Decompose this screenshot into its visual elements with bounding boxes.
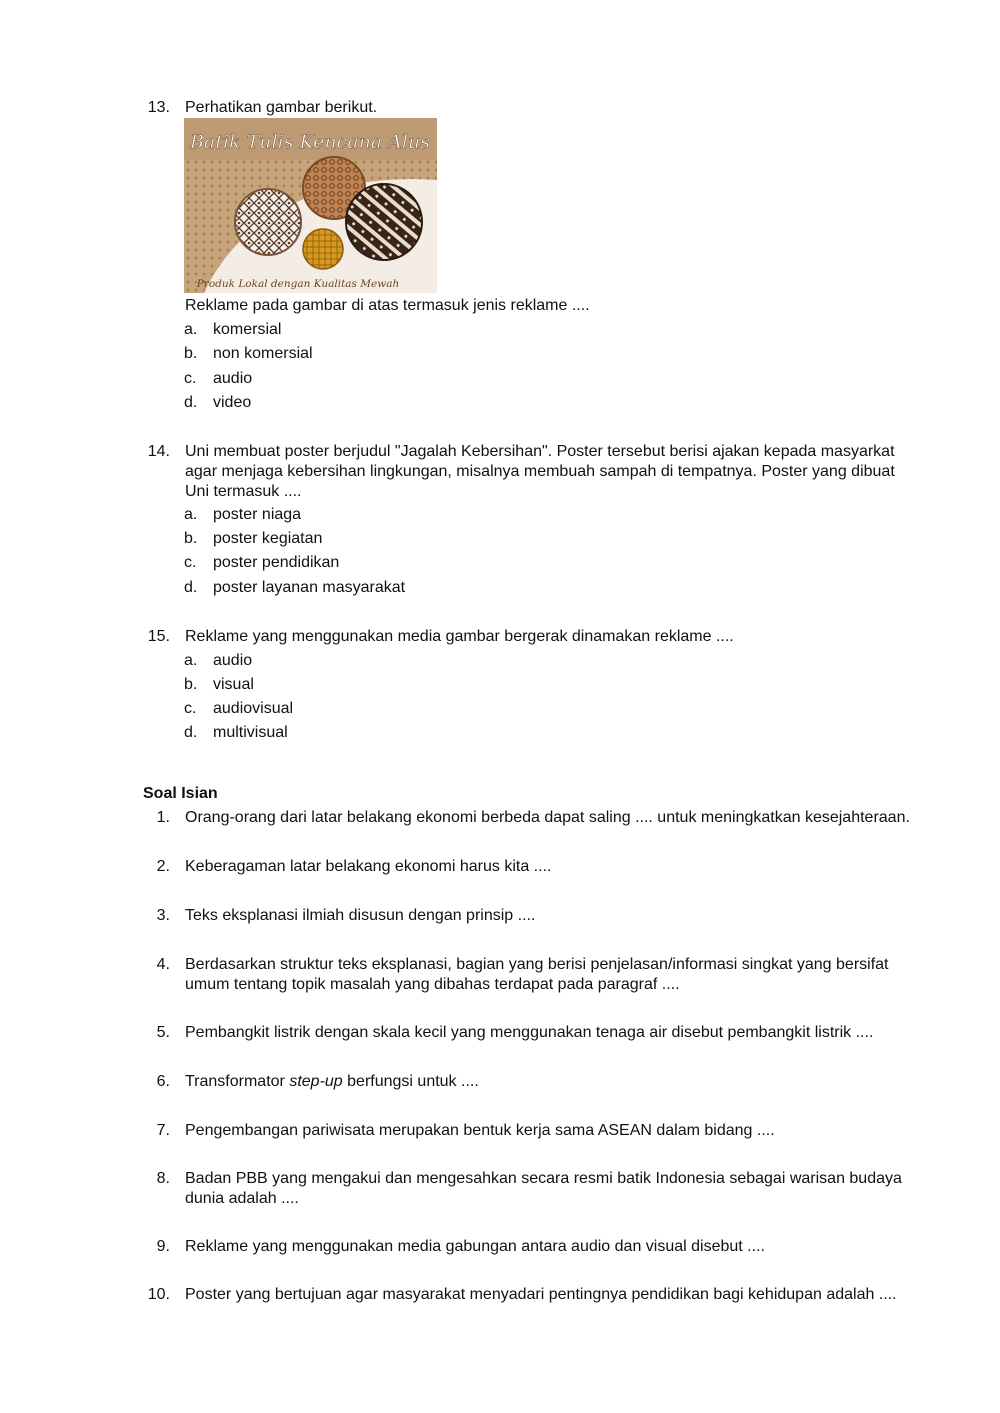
option-text: multivisual [213, 724, 288, 741]
section-title: Soal Isian [143, 785, 218, 802]
option-text: poster pendidikan [213, 554, 340, 571]
question-text: Reklame yang menggunakan media gabungan antara audio dan visual disebut .... [185, 1238, 765, 1255]
option-letter: b. [184, 530, 198, 547]
question-line: dunia adalah .... [185, 1190, 299, 1207]
option-letter: b. [184, 345, 198, 362]
question-line: Uni membuat poster berjudul "Jagalah Kebersihan". Poster tersebut berisi ajakan kepada masyarkat [185, 443, 895, 460]
question-number: 9. [156, 1238, 170, 1255]
question-text: Teks eksplanasi ilmiah disusun dengan prinsip .... [185, 907, 536, 924]
question-number: 7. [156, 1122, 170, 1139]
batik-advertisement-image [184, 118, 437, 293]
option-letter: b. [184, 676, 198, 693]
option-text: non komersial [213, 345, 313, 362]
question-number: 14. [147, 443, 170, 460]
option-text: visual [213, 676, 254, 693]
question-line: Uni termasuk .... [185, 483, 302, 500]
option-15c[interactable] [0, 699, 1000, 721]
option-13a[interactable] [0, 320, 1000, 342]
option-13c[interactable] [0, 369, 1000, 391]
option-text: audio [213, 652, 253, 669]
question-text-post: berfungsi untuk .... [342, 1073, 479, 1090]
batik-circle-1 [235, 189, 301, 255]
question-number: 2. [156, 858, 170, 875]
option-15a[interactable] [0, 651, 1000, 673]
question-number: 10. [147, 1286, 170, 1303]
question-text [185, 1072, 945, 1092]
question-line: agar menjaga kebersihan lingkungan, misalnya membuah sampah di tempatnya. Poster yang dibuat [185, 463, 895, 480]
question-text: Reklame pada gambar di atas termasuk jenis reklame .... [185, 297, 590, 314]
question-text: Pembangkit listrik dengan skala kecil yang menggunakan tenaga air disebut pembangkit listrik .... [185, 1024, 874, 1041]
batik-circle-3 [346, 184, 422, 260]
question-number: 4. [156, 956, 170, 973]
option-15d[interactable] [0, 723, 1000, 745]
option-text: audio [213, 370, 253, 387]
figure-caption: Produk Lokal dengan Kualitas Mewah [196, 278, 400, 290]
question-text: Keberagaman latar belakang ekonomi harus kita .... [185, 858, 552, 875]
question-line: Berdasarkan struktur teks eksplanasi, bagian yang berisi penjelasan/informasi singkat yang bersifat [185, 956, 889, 973]
option-14d[interactable] [0, 578, 1000, 600]
question-text [185, 442, 945, 502]
option-letter: d. [184, 724, 198, 741]
option-15b[interactable] [0, 675, 1000, 697]
batik-advertisement-graphic [184, 118, 437, 293]
option-letter: c. [184, 370, 197, 387]
option-text: poster kegiatan [213, 530, 323, 547]
figure-title: Batik Tulis Kencana Alus [190, 131, 430, 153]
option-14b[interactable] [0, 529, 1000, 551]
question-line: umum tentang topik masalah yang dibahas terdapat pada paragraf .... [185, 976, 680, 993]
option-text: audiovisual [213, 700, 294, 717]
option-letter: c. [184, 554, 197, 571]
option-13d[interactable] [0, 393, 1000, 415]
option-text: video [213, 394, 252, 411]
question-text: Reklame yang menggunakan media gambar bergerak dinamakan reklame .... [185, 628, 734, 645]
option-14c[interactable] [0, 553, 1000, 575]
question-text: Orang-orang dari latar belakang ekonomi berbeda dapat saling .... untuk meningkatkan kesejahteraan. [185, 809, 910, 826]
question-number: 13. [147, 99, 170, 116]
option-letter: d. [184, 579, 198, 596]
option-letter: a. [184, 652, 198, 669]
question-number: 6. [156, 1073, 170, 1090]
option-text: komersial [213, 321, 282, 338]
question-text [185, 1169, 945, 1209]
option-letter: a. [184, 321, 198, 338]
question-text: Pengembangan pariwisata merupakan bentuk kerja sama ASEAN dalam bidang .... [185, 1122, 775, 1139]
question-text: Perhatikan gambar berikut. [185, 99, 378, 116]
question-line: Badan PBB yang mengakui dan mengesahkan secara resmi batik Indonesia sebagai warisan budaya [185, 1170, 902, 1187]
option-14a[interactable] [0, 505, 1000, 527]
option-text: poster layanan masyarakat [213, 579, 406, 596]
question-number: 8. [156, 1170, 170, 1187]
question-number: 5. [156, 1024, 170, 1041]
question-text-term: step-up [289, 1073, 343, 1090]
option-letter: a. [184, 506, 198, 523]
question-text-pre: Transformator [185, 1073, 290, 1090]
option-letter: c. [184, 700, 197, 717]
batik-circle-4 [303, 229, 343, 269]
question-number: 3. [156, 907, 170, 924]
question-number: 15. [147, 628, 170, 645]
option-letter: d. [184, 394, 198, 411]
question-text: Poster yang bertujuan agar masyarakat menyadari pentingnya pendidikan bagi kehidupan adalah .... [185, 1286, 897, 1303]
question-text [185, 955, 945, 995]
option-13b[interactable] [0, 344, 1000, 366]
option-text: poster niaga [213, 506, 302, 523]
question-number: 1. [156, 809, 170, 826]
